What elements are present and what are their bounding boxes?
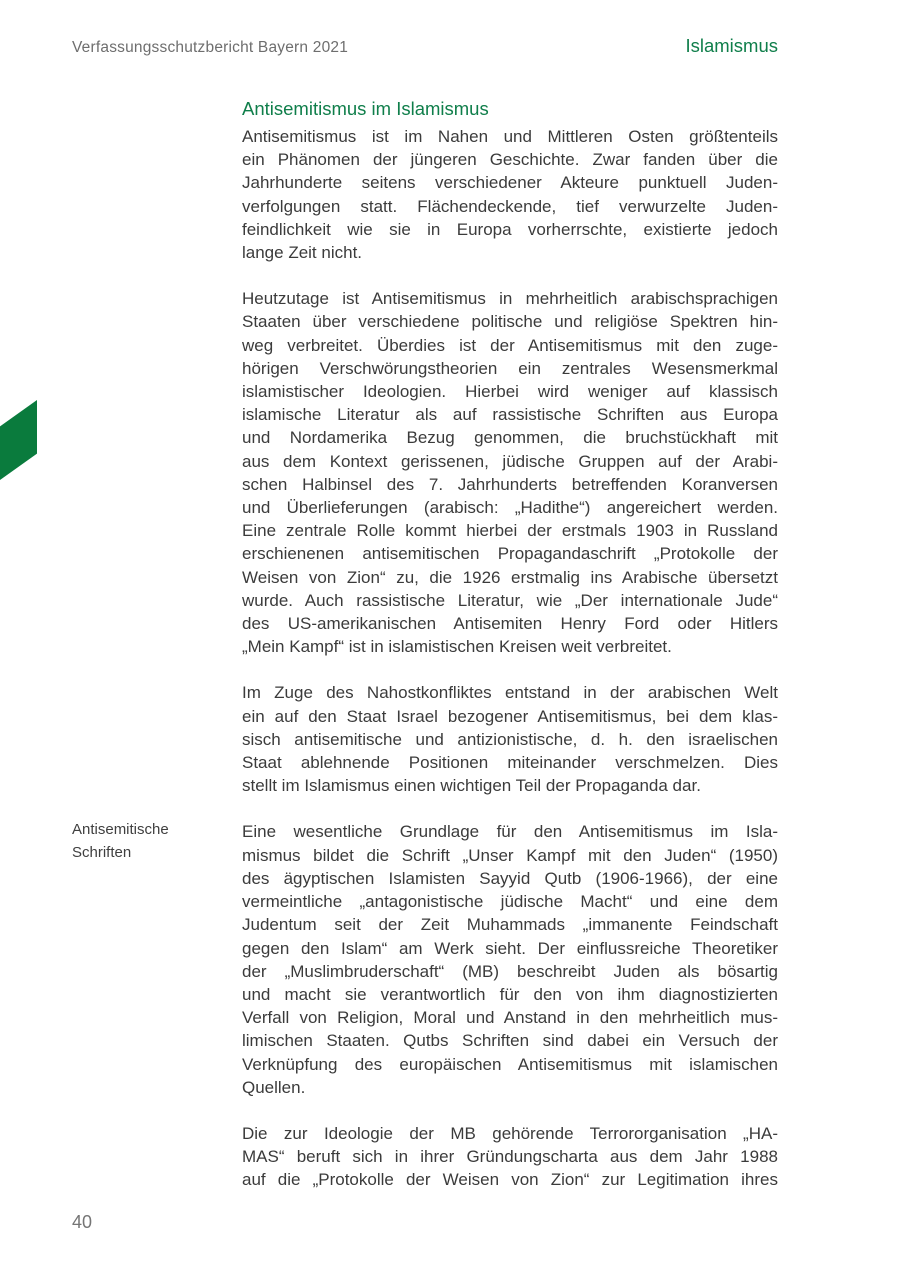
text-line: Eine zentrale Rolle kommt hierbei der erstmals 1903 in Russland: [242, 521, 778, 541]
text-line: mismus bildet die Schrift „Unser Kampf mit den Juden“ (1950): [242, 845, 778, 865]
text-line: Staaten über verschiedene politische und religiöse Spektren hin-: [242, 312, 778, 332]
text-line: sisch antisemitische und antizionistische, d. h. den israelischen: [242, 729, 778, 749]
text-line: verfolgungen statt. Flächendeckende, tief verwurzelte Juden-: [242, 196, 778, 216]
paragraph: [242, 681, 778, 797]
text-line: und macht sie verantwortlich für den von ihm diagnostizierten: [242, 984, 778, 1004]
text-line: Antisemitismus ist im Nahen und Mittleren Osten größtenteils: [242, 127, 778, 146]
text-line: islamische Literatur als auf rassistische Schriften aus Europa: [242, 405, 778, 425]
paragraph: [242, 287, 778, 658]
text-line: Verknüpfung des europäischen Antisemitismus mit islamischen: [242, 1054, 778, 1074]
body-paragraphs: [242, 125, 778, 1192]
text-line: Eine wesentliche Grundlage für den Antisemitismus im Isla-: [242, 822, 778, 842]
text-line: MAS“ beruft sich in ihrer Gründungscharta aus dem Jahr 1988: [242, 1147, 778, 1167]
text-line: gegen den Islam“ am Werk sieht. Der einflussreiche Theoretiker: [242, 938, 778, 958]
running-header-title: Verfassungsschutzbericht Bayern 2021: [72, 39, 349, 56]
text-line: stellt im Islamismus einen wichtigen Teil der Propaganda dar.: [242, 776, 701, 796]
text-line: aus dem Kontext gerissenen, jüdische Gruppen auf der Arabi-: [242, 451, 778, 471]
margin-note: [72, 818, 222, 864]
paragraph: [242, 125, 778, 264]
margin-note-line: Schriften: [72, 844, 132, 862]
running-header-chapter: Islamismus: [685, 35, 778, 56]
margin-note-line: Antisemitische: [72, 821, 169, 838]
text-line: des US-amerikanischen Antisemiten Henry Ford oder Hitlers: [242, 614, 778, 634]
text-line: „Mein Kampf“ ist in islamistischen Kreisen weit verbreitet.: [242, 637, 672, 657]
chapter-marker-icon: [0, 400, 37, 480]
text-line: des ägyptischen Islamisten Sayyid Qutb (1906-1966), der eine: [242, 868, 778, 888]
text-line: Jahrhunderte seitens verschiedener Akteure punktuell Juden-: [242, 173, 778, 193]
text-line: Heutzutage ist Antisemitismus in mehrheitlich arabischsprachigen: [242, 289, 778, 309]
main-text-column: [242, 97, 778, 1192]
text-line: ein Phänomen der jüngeren Geschichte. Zwar fanden über die: [242, 150, 778, 170]
text-line: und Überlieferungen (arabisch: „Hadithe“) angereichert werden.: [242, 498, 778, 518]
text-line: vermeintliche „antagonistische jüdische Macht“ und eine dem: [242, 892, 778, 912]
text-line: Im Zuge des Nahostkonfliktes entstand in der arabischen Welt: [242, 683, 778, 703]
text-line: wurde. Auch rassistische Literatur, wie „Der internationale Jude“: [242, 590, 778, 610]
text-line: Weisen von Zion“ zu, die 1926 erstmalig ins Arabische übersetzt: [242, 567, 778, 587]
text-line: Quellen.: [242, 1077, 306, 1097]
text-line: feindlichkeit wie sie in Europa vorherrschte, existierte jedoch: [242, 219, 778, 239]
text-line: auf die „Protokolle der Weisen von Zion“ zur Legitimation ihres: [242, 1170, 778, 1190]
text-line: erschienenen antisemitischen Propagandaschrift „Protokolle der: [242, 544, 778, 564]
text-line: Verfall von Religion, Moral und Anstand in den mehrheitlich mus-: [242, 1008, 778, 1028]
paragraph: [242, 1122, 778, 1192]
text-line: Die zur Ideologie der MB gehörende Terrororganisation „HA-: [242, 1123, 778, 1143]
text-line: islamistischer Ideologien. Hierbei wird weniger auf klassisch: [242, 382, 778, 402]
text-line: limischen Staaten. Qutbs Schriften sind dabei ein Versuch der: [242, 1031, 778, 1051]
text-line: hörigen Verschwörungstheorien ein zentrales Wesensmerkmal: [242, 358, 778, 378]
text-line: und Nordamerika Bezug genommen, die bruchstückhaft mit: [242, 428, 778, 448]
text-line: ein auf den Staat Israel bezogener Antisemitismus, bei dem klas-: [242, 706, 778, 726]
text-line: Judentum seit der Zeit Muhammads „immanente Feindschaft: [242, 915, 778, 935]
text-line: Staat ablehnende Positionen miteinander verschmelzen. Dies: [242, 753, 778, 773]
text-line: weg verbreitet. Überdies ist der Antisemitismus mit den zuge-: [242, 335, 778, 355]
section-heading: Antisemitismus im Islamismus: [242, 98, 489, 119]
text-line: schen Halbinsel des 7. Jahrhunderts betreffenden Koranversen: [242, 474, 778, 494]
page-number: 40: [72, 1212, 93, 1232]
paragraph: [242, 820, 778, 1098]
text-line: lange Zeit nicht.: [242, 243, 363, 263]
text-line: der „Muslimbruderschaft“ (MB) beschreibt Juden als bösartig: [242, 961, 778, 981]
